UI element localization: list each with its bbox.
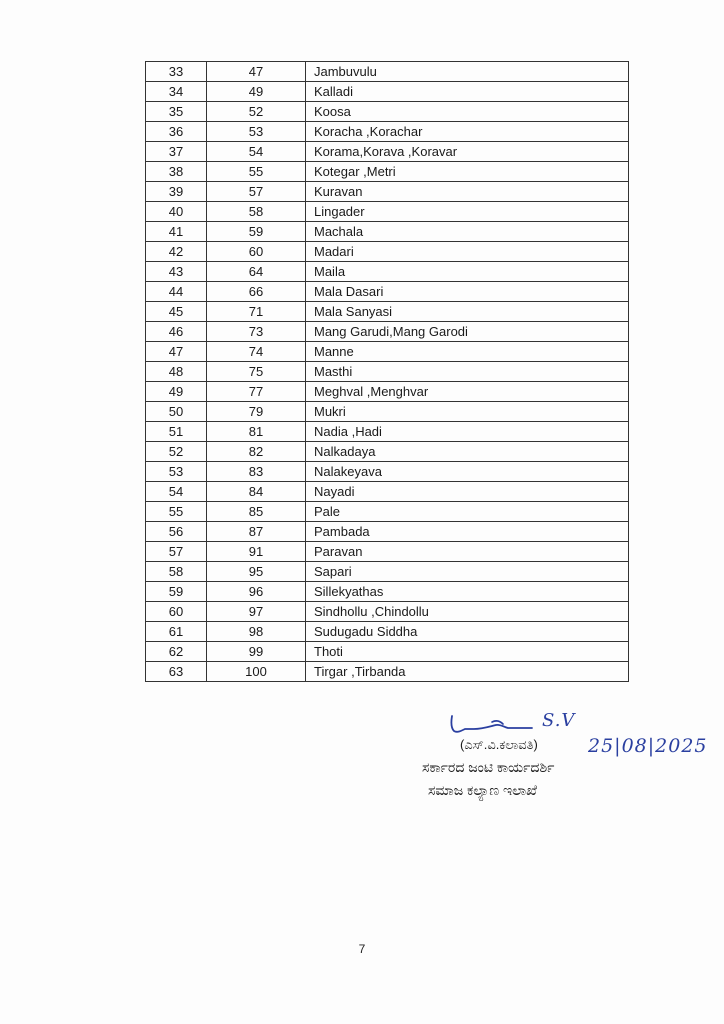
caste-number-cell: 53 xyxy=(207,122,306,142)
serial-number-cell: 62 xyxy=(146,642,207,662)
serial-number-cell: 42 xyxy=(146,242,207,262)
table-row xyxy=(146,362,629,382)
caste-number-cell: 95 xyxy=(207,562,306,582)
serial-number-cell: 38 xyxy=(146,162,207,182)
table-row xyxy=(146,542,629,562)
serial-number-cell: 44 xyxy=(146,282,207,302)
caste-number-cell: 71 xyxy=(207,302,306,322)
serial-number-cell: 41 xyxy=(146,222,207,242)
caste-name-cell: Pale xyxy=(306,502,629,522)
serial-number-cell: 59 xyxy=(146,582,207,602)
caste-number-cell: 66 xyxy=(207,282,306,302)
signatory-title: ಸರ್ಕಾರದ ಜಂಟಿ ಕಾರ್ಯದರ್ಶಿ xyxy=(422,759,555,775)
table-row xyxy=(146,322,629,342)
caste-number-cell: 59 xyxy=(207,222,306,242)
caste-number-cell: 64 xyxy=(207,262,306,282)
serial-number-cell: 46 xyxy=(146,322,207,342)
caste-number-cell: 77 xyxy=(207,382,306,402)
caste-name-cell: Nadia ,Hadi xyxy=(306,422,629,442)
serial-number-cell: 43 xyxy=(146,262,207,282)
caste-number-cell: 96 xyxy=(207,582,306,602)
serial-number-cell: 37 xyxy=(146,142,207,162)
serial-number-cell: 53 xyxy=(146,462,207,482)
caste-number-cell: 79 xyxy=(207,402,306,422)
caste-number-cell: 91 xyxy=(207,542,306,562)
caste-number-cell: 60 xyxy=(207,242,306,262)
serial-number-cell: 63 xyxy=(146,662,207,682)
serial-number-cell: 35 xyxy=(146,102,207,122)
caste-number-cell: 52 xyxy=(207,102,306,122)
table-row xyxy=(146,522,629,542)
serial-number-cell: 54 xyxy=(146,482,207,502)
table-row xyxy=(146,622,629,642)
caste-name-cell: Korama,Korava ,Koravar xyxy=(306,142,629,162)
caste-name-cell: Kalladi xyxy=(306,82,629,102)
caste-name-cell: Koracha ,Korachar xyxy=(306,122,629,142)
caste-number-cell: 81 xyxy=(207,422,306,442)
table-row xyxy=(146,502,629,522)
serial-number-cell: 56 xyxy=(146,522,207,542)
caste-name-cell: Nalakeyava xyxy=(306,462,629,482)
serial-number-cell: 48 xyxy=(146,362,207,382)
caste-name-cell: Sudugadu Siddha xyxy=(306,622,629,642)
caste-number-cell: 74 xyxy=(207,342,306,362)
caste-name-cell: Pambada xyxy=(306,522,629,542)
caste-name-cell: Tirgar ,Tirbanda xyxy=(306,662,629,682)
serial-number-cell: 36 xyxy=(146,122,207,142)
table-row xyxy=(146,402,629,422)
caste-name-cell: Sillekyathas xyxy=(306,582,629,602)
caste-name-cell: Jambuvulu xyxy=(306,62,629,82)
caste-number-cell: 49 xyxy=(207,82,306,102)
serial-number-cell: 55 xyxy=(146,502,207,522)
table-row xyxy=(146,242,629,262)
caste-name-cell: Mang Garudi,Mang Garodi xyxy=(306,322,629,342)
caste-number-cell: 57 xyxy=(207,182,306,202)
caste-name-cell: Meghval ,Menghvar xyxy=(306,382,629,402)
caste-name-cell: Lingader xyxy=(306,202,629,222)
caste-name-cell: Mala Sanyasi xyxy=(306,302,629,322)
caste-name-cell: Nalkadaya xyxy=(306,442,629,462)
table-row xyxy=(146,642,629,662)
caste-number-cell: 58 xyxy=(207,202,306,222)
caste-number-cell: 97 xyxy=(207,602,306,622)
table-row xyxy=(146,462,629,482)
serial-number-cell: 51 xyxy=(146,422,207,442)
caste-number-cell: 85 xyxy=(207,502,306,522)
caste-list-table xyxy=(145,61,629,682)
caste-number-cell: 99 xyxy=(207,642,306,662)
table-row xyxy=(146,82,629,102)
table-row xyxy=(146,102,629,122)
serial-number-cell: 39 xyxy=(146,182,207,202)
caste-number-cell: 84 xyxy=(207,482,306,502)
table-row xyxy=(146,482,629,502)
table-row xyxy=(146,182,629,202)
caste-name-cell: Masthi xyxy=(306,362,629,382)
table-row xyxy=(146,662,629,682)
signature-date: 25|08|2025 xyxy=(588,735,708,757)
serial-number-cell: 40 xyxy=(146,202,207,222)
caste-number-cell: 98 xyxy=(207,622,306,642)
caste-name-cell: Paravan xyxy=(306,542,629,562)
caste-name-cell: Machala xyxy=(306,222,629,242)
caste-name-cell: Kotegar ,Metri xyxy=(306,162,629,182)
page-number: 7 xyxy=(358,942,366,956)
caste-number-cell: 55 xyxy=(207,162,306,182)
serial-number-cell: 57 xyxy=(146,542,207,562)
serial-number-cell: 47 xyxy=(146,342,207,362)
table-row xyxy=(146,422,629,442)
caste-name-cell: Sindhollu ,Chindollu xyxy=(306,602,629,622)
serial-number-cell: 52 xyxy=(146,442,207,462)
table-row xyxy=(146,202,629,222)
serial-number-cell: 58 xyxy=(146,562,207,582)
signature-initials: S.V xyxy=(542,710,576,731)
caste-number-cell: 54 xyxy=(207,142,306,162)
caste-number-cell: 100 xyxy=(207,662,306,682)
caste-number-cell: 47 xyxy=(207,62,306,82)
caste-name-cell: Thoti xyxy=(306,642,629,662)
serial-number-cell: 33 xyxy=(146,62,207,82)
table-row xyxy=(146,162,629,182)
table-row xyxy=(146,142,629,162)
caste-number-cell: 83 xyxy=(207,462,306,482)
table-row xyxy=(146,342,629,362)
serial-number-cell: 60 xyxy=(146,602,207,622)
table-row xyxy=(146,562,629,582)
caste-name-cell: Koosa xyxy=(306,102,629,122)
serial-number-cell: 34 xyxy=(146,82,207,102)
caste-number-cell: 82 xyxy=(207,442,306,462)
table-row xyxy=(146,262,629,282)
serial-number-cell: 45 xyxy=(146,302,207,322)
handwritten-signature-mark xyxy=(448,712,540,736)
table-row xyxy=(146,122,629,142)
caste-name-cell: Nayadi xyxy=(306,482,629,502)
serial-number-cell: 50 xyxy=(146,402,207,422)
table-row xyxy=(146,602,629,622)
table-row xyxy=(146,302,629,322)
caste-name-cell: Madari xyxy=(306,242,629,262)
signatory-department: ಸಮಾಜ ಕಲ್ಯಾಣ ಇಲಾಖೆ xyxy=(428,782,537,798)
table-row xyxy=(146,582,629,602)
table-body xyxy=(146,62,629,682)
caste-number-cell: 73 xyxy=(207,322,306,342)
signature-block xyxy=(420,706,720,816)
serial-number-cell: 49 xyxy=(146,382,207,402)
caste-number-cell: 87 xyxy=(207,522,306,542)
caste-name-cell: Maila xyxy=(306,262,629,282)
caste-name-cell: Mukri xyxy=(306,402,629,422)
table-row xyxy=(146,62,629,82)
caste-name-cell: Mala Dasari xyxy=(306,282,629,302)
serial-number-cell: 61 xyxy=(146,622,207,642)
caste-number-cell: 75 xyxy=(207,362,306,382)
caste-name-cell: Sapari xyxy=(306,562,629,582)
table-row xyxy=(146,222,629,242)
caste-name-cell: Manne xyxy=(306,342,629,362)
caste-name-cell: Kuravan xyxy=(306,182,629,202)
table-row xyxy=(146,442,629,462)
table-row xyxy=(146,382,629,402)
signatory-name: (ಎಸ್.ವಿ.ಕಲಾವತಿ) xyxy=(460,737,538,752)
table-row xyxy=(146,282,629,302)
